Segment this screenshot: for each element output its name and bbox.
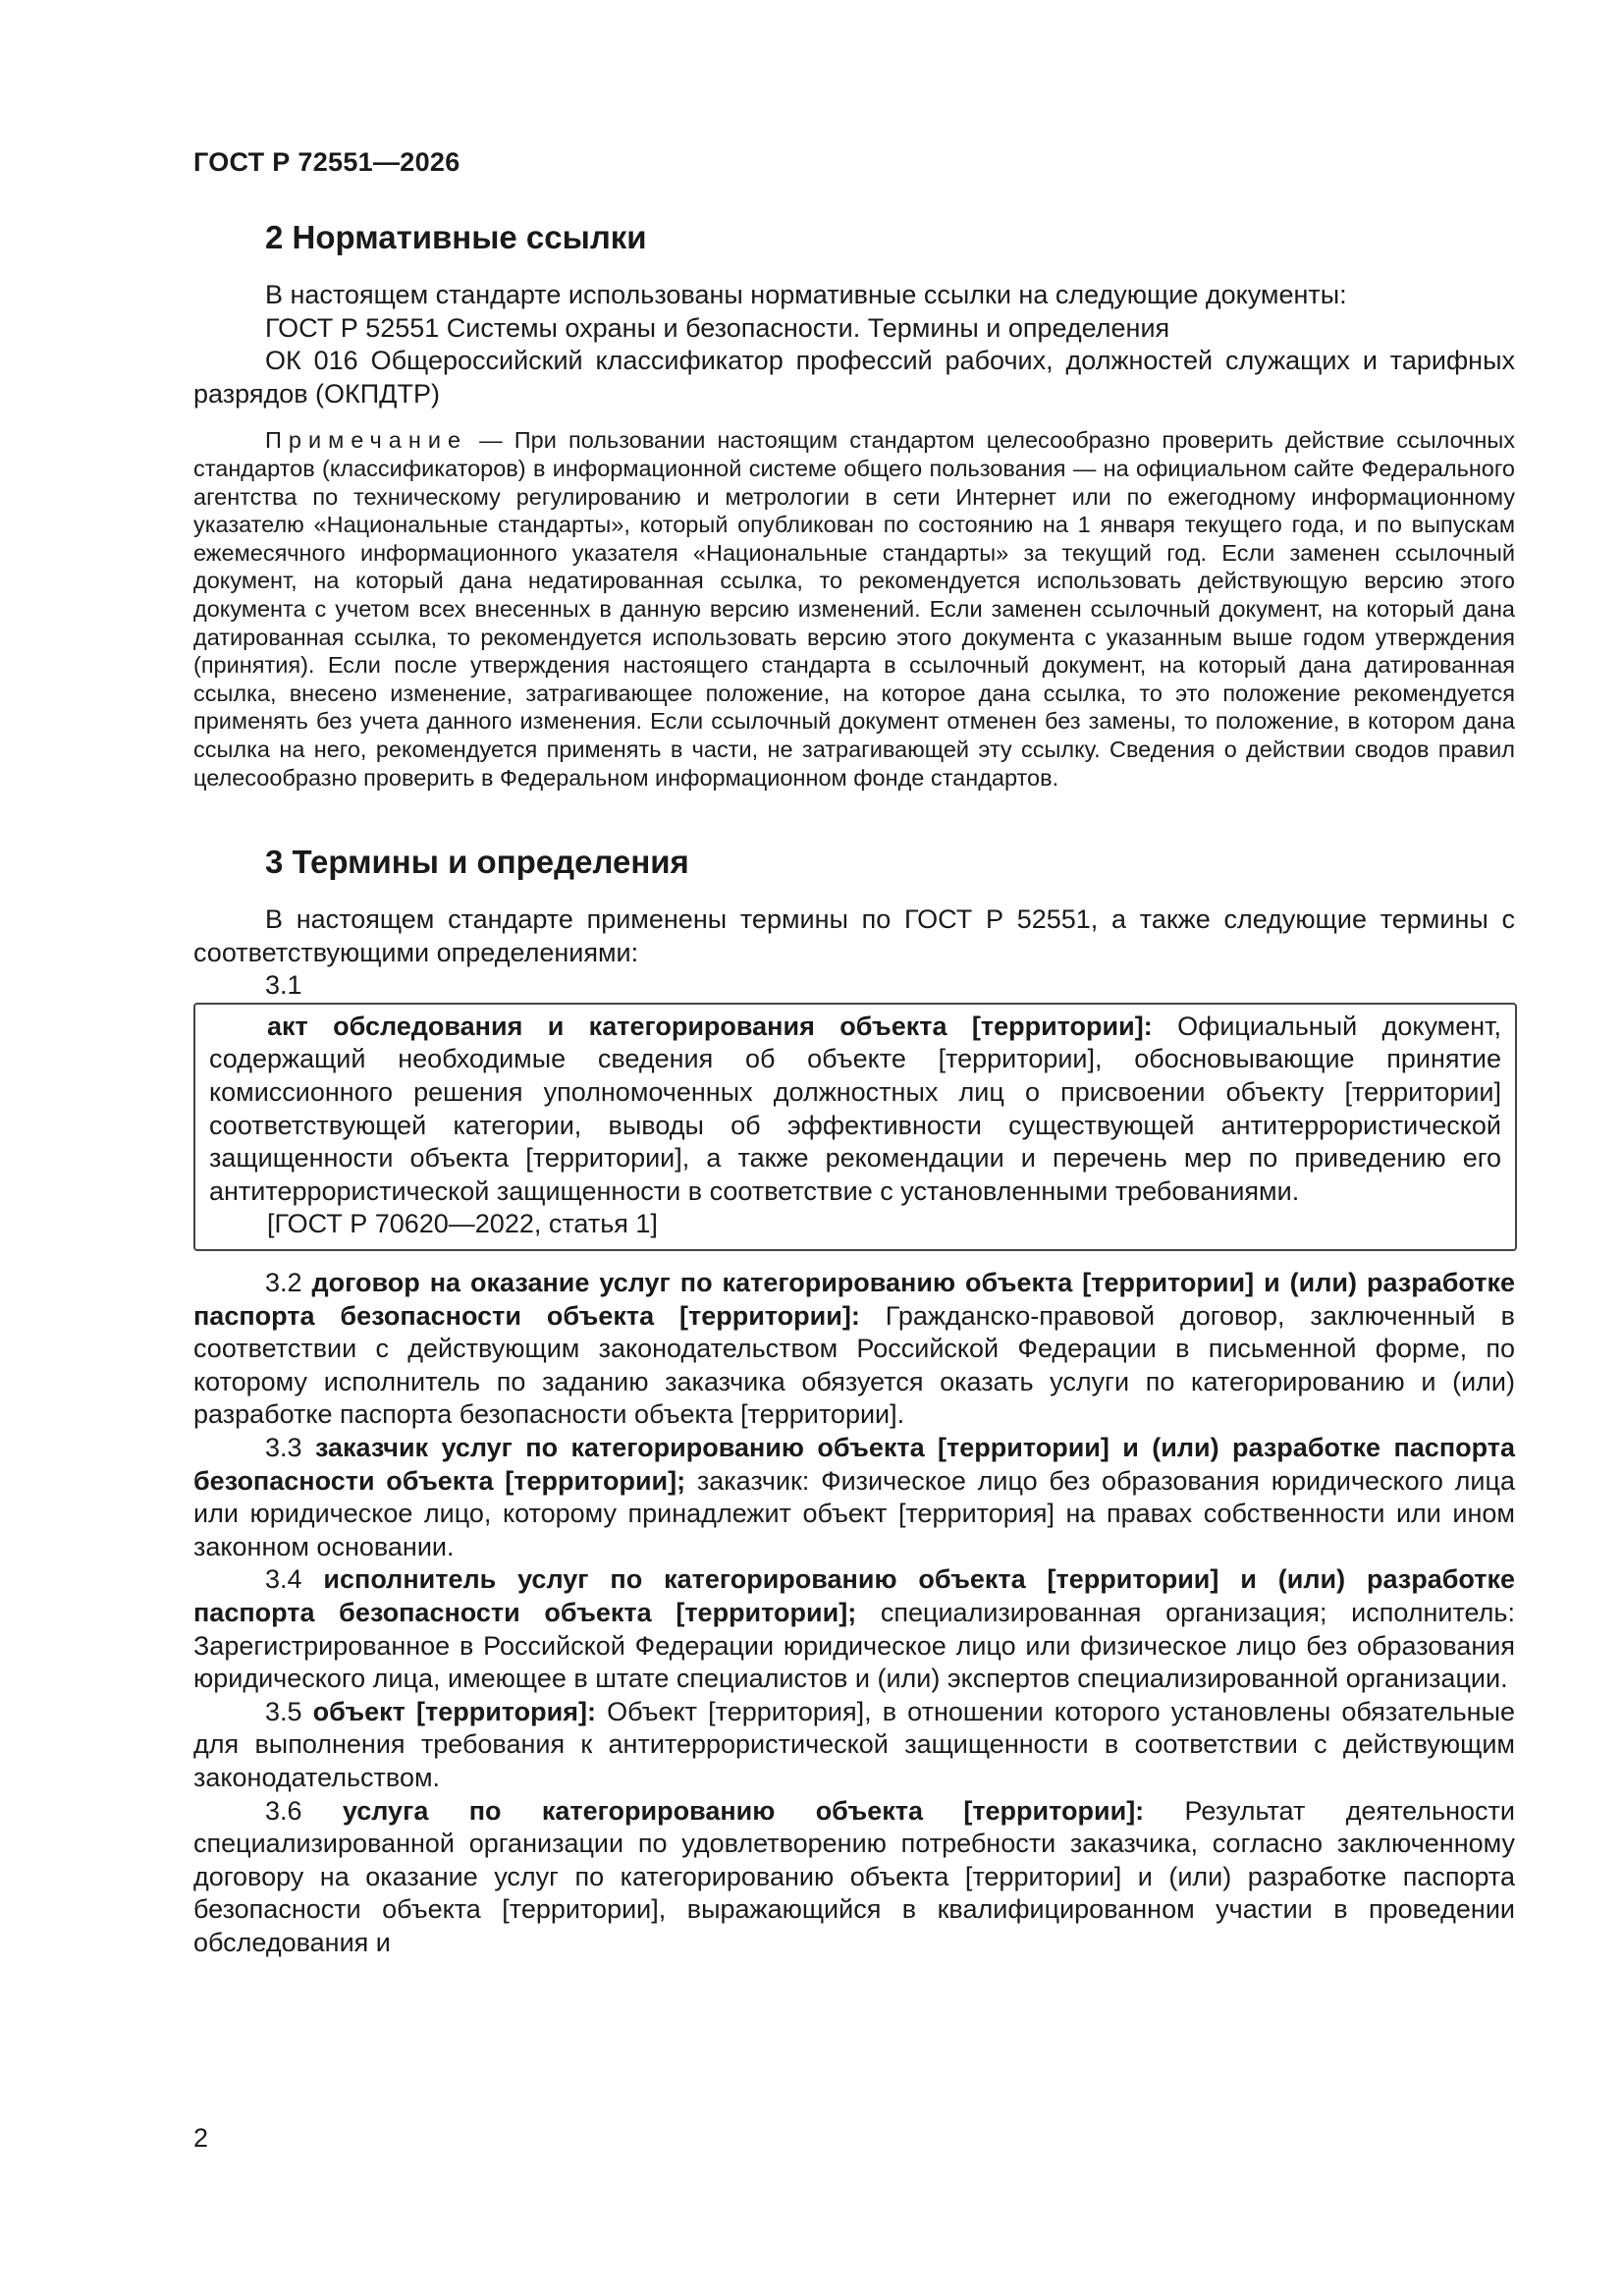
term-3-1-source: [ГОСТ Р 70620—2022, статья 1] bbox=[267, 1209, 658, 1239]
document-body bbox=[193, 218, 1515, 1960]
term-3-1-number: 3.1 bbox=[265, 970, 302, 1001]
term-3-4-term: исполнитель услуг по категорированию объекта [территории] и (или) разработке паспорта безопасности объекта [территории]; bbox=[193, 1564, 1515, 1627]
term-3-5-term: объект [территория]: bbox=[312, 1696, 596, 1726]
section-3-intro: В настоящем стандарте применены термины по ГОСТ Р 52551, а также следующие термины с соответствующими определениями: bbox=[193, 904, 1515, 967]
section-3-title: 3 Термины и определения bbox=[265, 844, 689, 881]
term-3-4-number: 3.4 bbox=[265, 1564, 324, 1595]
term-3-1-term: акт обследования и категорирования объекта [территории]: bbox=[267, 1011, 1153, 1041]
page-number: 2 bbox=[193, 2123, 209, 2153]
note-paragraph bbox=[193, 426, 1515, 792]
term-3-4-paragraph bbox=[193, 1563, 1515, 1695]
section-2-title: 2 Нормативные ссылки bbox=[265, 219, 647, 255]
term-3-5-number: 3.5 bbox=[265, 1696, 313, 1726]
normative-reference-2: ОК 016 Общероссийский классификатор профессий рабочих, должностей служащих и тарифных разрядов (ОКПДТР) bbox=[193, 346, 1515, 409]
term-3-3-definition: заказчик: Физическое лицо без образования юридического лица или юридическое лицо, которому принадлежит объект [территория] на правах собственности или ином законном основании. bbox=[193, 1465, 1515, 1561]
term-3-3-number: 3.3 bbox=[265, 1433, 315, 1462]
term-3-6-term: услуга по категорированию объекта [территории]: bbox=[342, 1795, 1145, 1826]
section-2-intro: В настоящем стандарте использованы нормативные ссылки на следующие документы: bbox=[265, 280, 1347, 309]
term-3-6-definition: Результат деятельности специализированной организации по удовлетворению потребности заказчика, согласно заключенному договору на оказание услуг по категорированию объекта [территории] и (или) разработке паспорта безопасности объекта [территории], выражающийся в квалифицированном участии в проведении обследования и bbox=[193, 1795, 1515, 1957]
term-3-5-definition: Объект [территория], в отношении которого установлены обязательные для выполнения требования к антитеррористической защищенности в соответствии с действующим законодательством. bbox=[193, 1696, 1515, 1792]
term-3-2-definition: Гражданско-правовой договор, заключенный в соответствии с действующим законодательством Российской Федерации в письменной форме, по которому исполнитель по заданию заказчика обязуется оказать услуги по категорированию и (или) разработке паспорта безопасности объекта [территории]. bbox=[193, 1300, 1515, 1430]
term-3-3-paragraph bbox=[193, 1432, 1515, 1563]
term-3-5-paragraph bbox=[193, 1696, 1515, 1795]
term-3-1-box bbox=[193, 1003, 1517, 1251]
note-text: — При пользовании настоящим стандартом целесообразно проверить действие ссылочных стандартов (классификаторов) в информационной системе общего пользования — на официальном сайте Федерального агентства по техническому регулированию и метрологии в сети Интернет или по ежегодному информационному указателю «Национальные стандарты», который опубликован по состоянию на 1 января текущего года, и по выпускам ежемесячного информационного указателя «Национальные стандарты» за текущий год. Если заменен ссылочный документ, на который дана недатированная ссылка, то рекомендуется использовать действующую версию этого документа с учетом всех внесенных в данную версию изменений. Если заменен ссылочный документ, на который дана датированная ссылка, то рекомендуется использовать версию этого документа с указанным выше годом утверждения (принятия). Если после утверждения настоящего стандарта в ссылочный документ, на который дана датированная ссылка, внесено изменение, затрагивающее положение, на которое дана ссылка, то это положение рекомендуется применять без учета данного изменения. Если ссылочный документ отменен без замены, то положение, в котором дана ссылка на него, рекомендуется применять в части, не затрагивающей эту ссылку. Сведения о действии сводов правил целесообразно проверить в Федеральном информационном фонде стандартов. bbox=[193, 427, 1515, 791]
term-3-2-term: договор на оказание услуг по категорированию объекта [территории] и (или) разработке паспорта безопасности объекта [территории]: bbox=[193, 1268, 1515, 1331]
term-3-6-paragraph bbox=[193, 1795, 1515, 1960]
term-3-6-number: 3.6 bbox=[265, 1795, 343, 1826]
term-3-2-paragraph bbox=[193, 1267, 1515, 1432]
normative-reference-1: ГОСТ Р 52551 Системы охраны и безопасности. Термины и определения bbox=[265, 312, 1170, 343]
note-label: Примечание bbox=[265, 427, 468, 454]
term-3-3-term: заказчик услуг по категорированию объекта [территории] и (или) разработке паспорта безопасности объекта [территории]; bbox=[193, 1433, 1515, 1496]
term-3-1-definition: Официальный документ, содержащий необходимые сведения об объекте [территории], обосновывающие принятие комиссионного решения уполномоченных должностных лиц о присвоении объекту [территории] соответствующей категории, выводы об эффективности существующей антитеррористической защищенности объекта [территории], а также рекомендации и перечень мер по приведению его антитеррористической защищенности в соответствие с установленными требованиями. bbox=[209, 1011, 1502, 1206]
term-3-4-definition: специализированная организация; исполнитель: Зарегистрированное в Российской Федерации юридическое лицо или физическое лицо без образования юридического лица, имеющее в штате специалистов и (или) экспертов специализированной организации. bbox=[193, 1597, 1515, 1694]
term-3-2-number: 3.2 bbox=[265, 1268, 312, 1298]
document-code-header: ГОСТ Р 72551—2026 bbox=[193, 147, 460, 177]
term-3-1-paragraph bbox=[209, 1011, 1501, 1209]
